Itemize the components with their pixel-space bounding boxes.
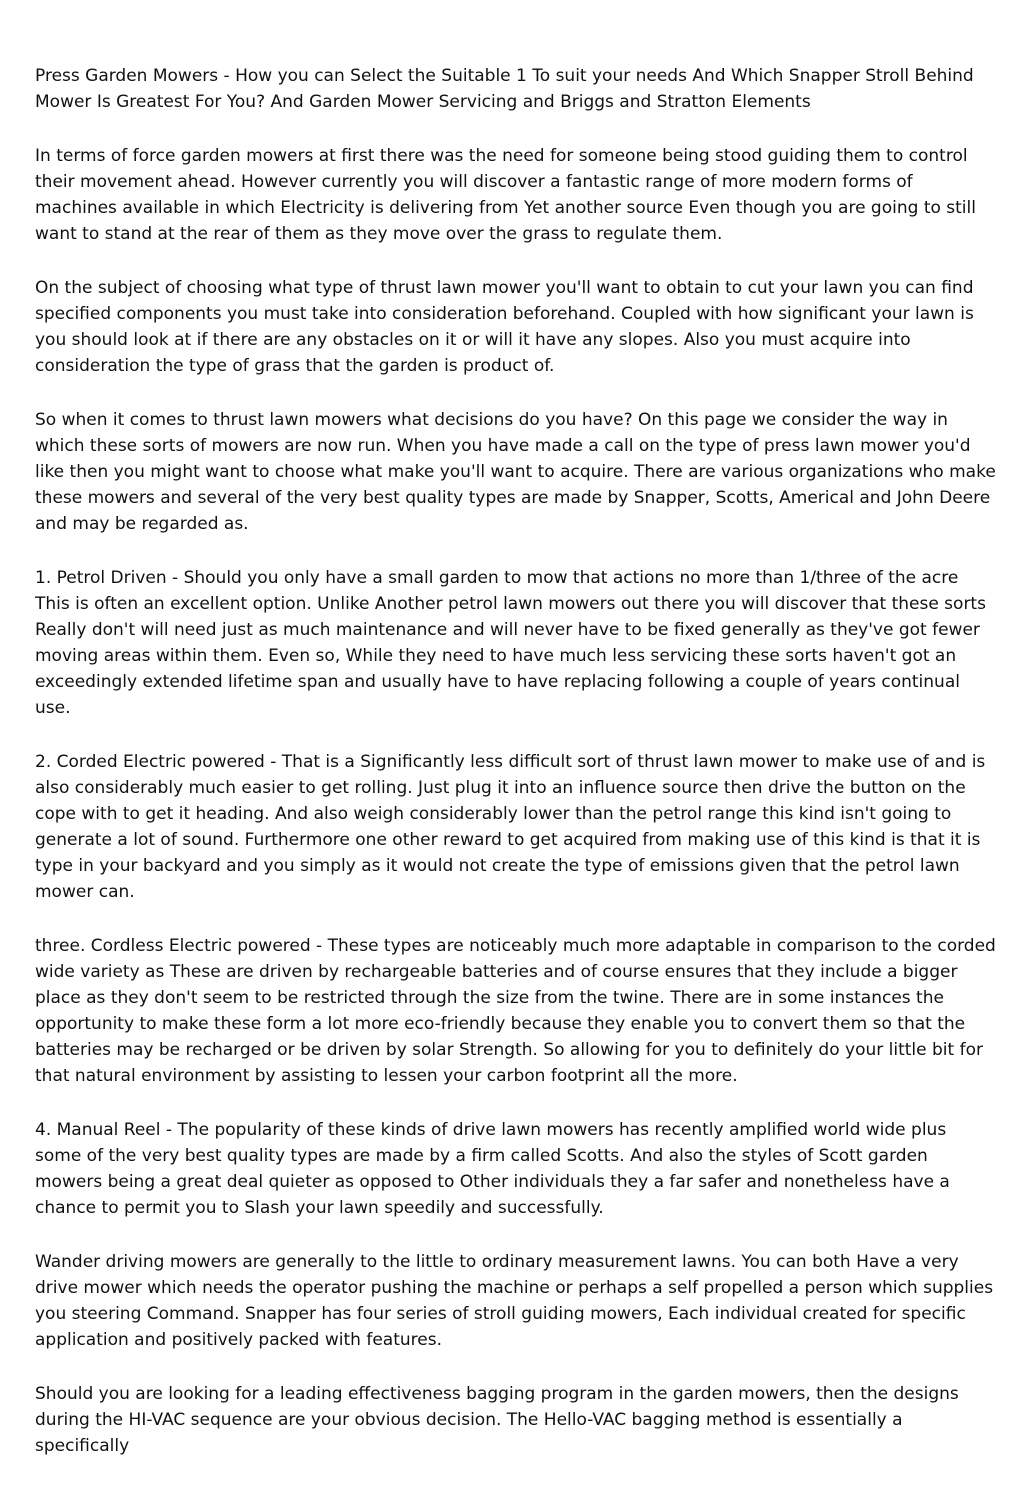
document-title: Press Garden Mowers - How you can Select the Suitable 1 To suit your needs And Which Snapper Stroll Behind Mower Is Greatest For You? And Garden Mower Servicing and Briggs and Stratton Elements: [35, 66, 974, 112]
paragraph-petrol: 1. Petrol Driven - Should you only have a small garden to mow that actions no more than 1/three of the acre This is often an excellent option. Unlike Another petrol lawn mowers out there you will discover that these sorts Really don't will need just as much maintenance and will never have to be fixed generally as they've got fewer moving areas within them. Even so, While they need to have much less servicing these sorts haven't got an exceedingly extended lifetime span and usually have to have replacing following a couple of years continual use.: [35, 568, 986, 718]
paragraph-cordless-electric: three. Cordless Electric powered - These types are noticeably much more adaptable in comparison to the corded wide variety as These are driven by rechargeable batteries and of course ensures that they include a bigger place as they don't seem to be restricted through the size from the twine. There are in some instances the opportunity to make these form a lot more eco-friendly because they enable you to convert them so that the batteries may be recharged or be driven by solar Strength. So allowing for you to definitely do your little bit for that natural environment by assisting to lessen your carbon footprint all the more.: [35, 936, 996, 1086]
paragraph-choosing: On the subject of choosing what type of thrust lawn mower you'll want to obtain to cut your lawn you can find specified components you must take into consideration beforehand. Coupled with how significant your lawn is you should look at if there are any obstacles on it or will it have any slopes. Also you must acquire into consideration the type of grass that the garden is product of.: [35, 278, 974, 376]
paragraph-intro: In terms of force garden mowers at first there was the need for someone being stood guiding them to control their movement ahead. However currently you will discover a fantastic range of more modern forms of machines available in which Electricity is delivering from Yet another source Even though you are going to still want to stand at the rear of them as they move over the grass to regulate them.: [35, 146, 976, 244]
paragraph-hi-vac: Should you are looking for a leading effectiveness bagging program in the garden mowers, then the designs during the HI-VAC sequence are your obvious decision. The Hello-VAC bagging method is essentially a specifically: [35, 1384, 959, 1456]
paragraph-corded-electric: 2. Corded Electric powered - That is a Significantly less difficult sort of thrust lawn mower to make use of and is also considerably much easier to get rolling. Just plug it into an influence source then drive the button on the cope with to get it heading. And also weigh considerably lower than the petrol range this kind isn't going to generate a lot of sound. Furthermore one other reward to get acquired from making use of this kind is that it is type in your backyard and you simply as it would not create the type of emissions given that the petrol lawn mower can.: [35, 752, 986, 902]
document-page: [35, 63, 997, 1487]
paragraph-manual-reel: 4. Manual Reel - The popularity of these kinds of drive lawn mowers has recently amplified world wide plus some of the very best quality types are made by a firm called Scotts. And also the styles of Scott garden mowers being a great deal quieter as opposed to Other individuals they a far safer and nonetheless have a chance to permit you to Slash your lawn speedily and successfully.: [35, 1120, 950, 1218]
paragraph-decisions: So when it comes to thrust lawn mowers what decisions do you have? On this page we consider the way in which these sorts of mowers are now run. When you have made a call on the type of press lawn mower you'd like then you might want to choose what make you'll want to acquire. There are various organizations who make these mowers and several of the very best quality types are made by Snapper, Scotts, Americal and John Deere and may be regarded as.: [35, 410, 996, 534]
paragraph-walk-behind: Wander driving mowers are generally to the little to ordinary measurement lawns. You can both Have a very drive mower which needs the operator pushing the machine or perhaps a self propelled a person which supplies you steering Command. Snapper has four series of stroll guiding mowers, Each individual created for specific application and positively packed with features.: [35, 1252, 994, 1350]
